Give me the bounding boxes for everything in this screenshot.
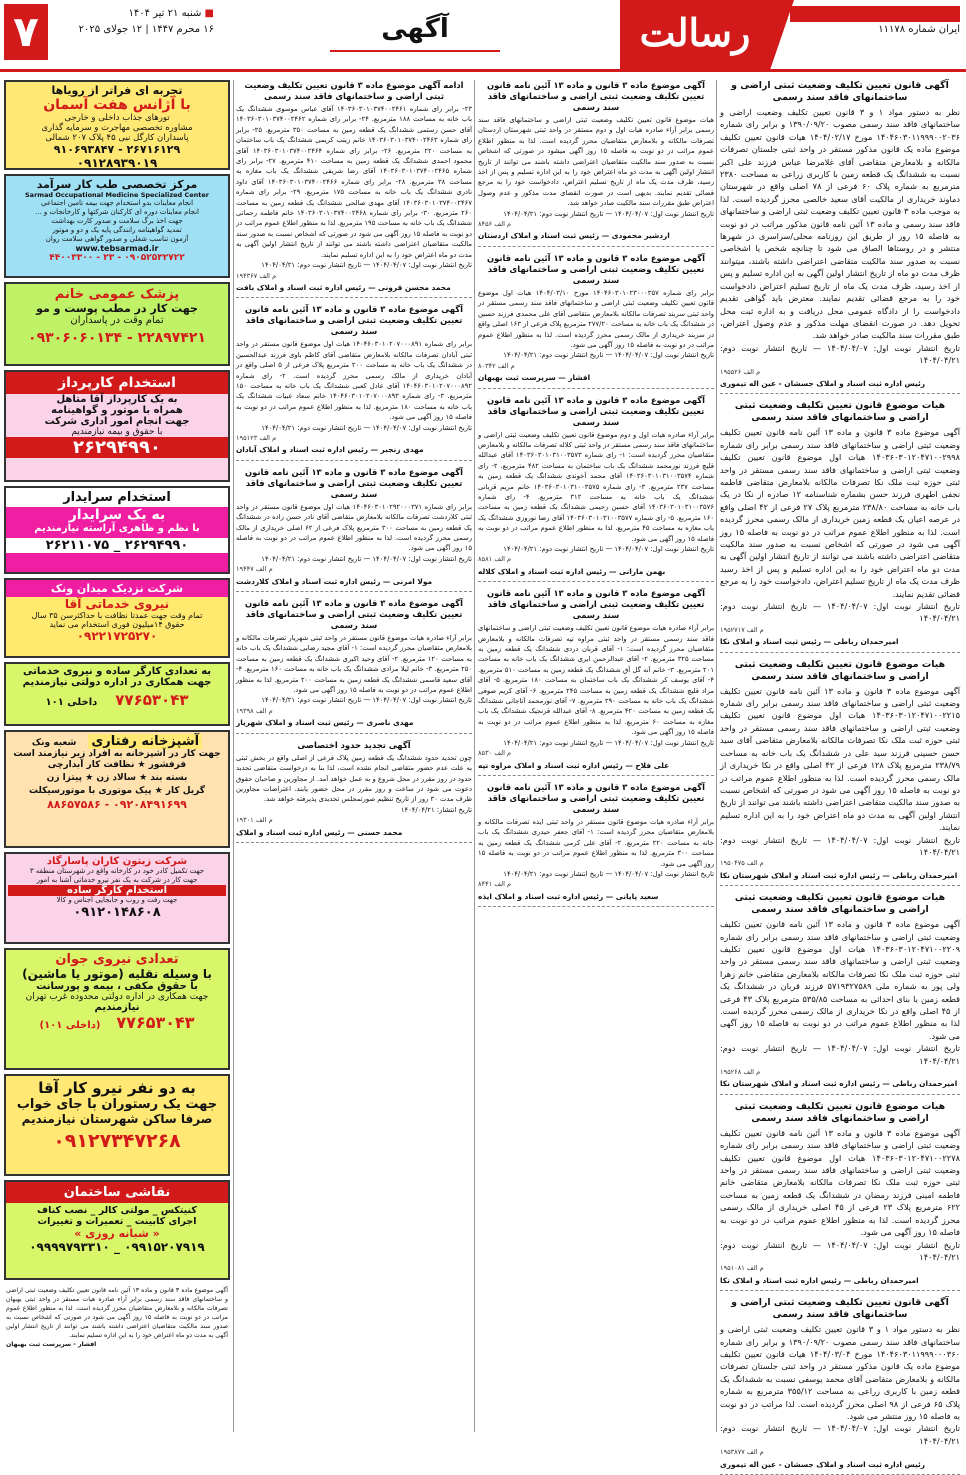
ad-text: حقوق ۱۴میلیون فوری استخدام می نماید [49,620,185,629]
notice-signature: رئیس اداره ثبت اسناد و املاک جسشان - عین اله تیموری [720,378,926,388]
ad-text: با وسیله نقلیه (موتور یا ماشین) [22,967,212,981]
ad-kitchen-head [8,734,226,749]
notice-ref: م الف ۱۹۵۰۴۷۵ [720,859,764,868]
notice-signature: امیرحمدان رباطی — رئیس اداره ثبت اسناد و املاک نکا [720,1275,919,1285]
notice-body: برابر آراء صادره هیات موضوع قانون تعیین تکلیف وضعیت ثبتی اراضی و ساختمانهای فاقد سند رسمی مستقر در واحد ثبتی مراوه تپه تصرفات مالکانه و بلامعارض متقاضیان محرز گردیده است: ۱- آقای قربان دردی ششدانگ یک قطعه زمین به مساحت ۳۲۵ مترمربع. ۲- آقای عبدالرحمن ایری ششدانگ یک باب خانه به مساحت ۲۰۱ مترمربع. ۳- خانم آنه گل آق ششدانگ یک قطعه زمین به مساحت ۵۱۰ مترمربع. ۴- آقای یوسف کر ششدانگ یک باب ساختمان به مساحت ۱۸۰ مترمربع. ۵- آقای مراد قلیچ ششدانگ یک قطعه زمین به مساحت ۲۴۵ مترمربع. ۶- آقای کریم صوفی ششدانگ یک باب خانه به مساحت ۲۹۰ مترمربع. ۷- آقای نورمحمد آتاجانی ششدانگ یک قطعه زمین به مساحت ۴۲۰ مترمربع. ۸- آقای عبدالله قرنجیک ششدانگ یک باب مغازه به مساحت ۶۰ مترمربع. لذا به منظور اطلاع عموم مراتب در دو نوبت به فاصله ۱۵ روز آگهی می شود. [478,624,715,737]
ad-headline: شرکت نزدیک میدان ونک [6,580,228,597]
ad-headline: شرکت زیتون کاران پاسارگاد [46,856,188,867]
notice-ref: م الف ۱۹۵۱۰۸۱ [720,1264,764,1273]
issue-meta [790,6,960,38]
issue-dates [54,6,214,38]
ad-subheading: استخدام کارگر ساده [8,885,226,896]
notice-body: برابر رای شماره ۱۴۰۴۶۰۳۰۱۰۲۰۷۰۰۰۸۹۱ هیات اول موضوع قانون مستقر در واحد ثبتی آبادان تصرفات مالکانه بلامعارض متقاضی آقای کاظم باوی فرزند عبدالحسین در ششدانگ یک باب خانه به مساحت ۲۰۰ مترمربع پلاک فرعی از ۵ اصلی واقع در آبادان خریداری از مالک رسمی محرز گردیده است. ۲- رای شماره ۱۴۰۴۶۰۳۰۱۰۲۰۷۰۰۰۸۹۲ آقای عادل کعبی ششدانگ یک باب خانه به مساحت ۱۵۰ مترمربع. ۳- رای شماره ۱۴۰۴۶۰۳۰۱۰۲۰۷۰۰۰۸۹۳ خانم سعاد عبیات ششدانگ یک باب خانه به مساحت ۱۸۰ مترمربع. لذا به منظور اطلاع عموم مراتب در دو نوبت به فاصله ۱۵ روز آگهی می شود. [236,340,472,422]
legal-notice [720,659,960,887]
ad-text: با حقوق و بیمه نیازمندیم [71,427,163,437]
ad-phone: ۰۹۱۲۸۹۳۹۰۱۹ [76,156,158,170]
ad-text: مشاوره تخصصی مهاجرت و سرمایه گذاری [41,123,193,133]
ad-government-workers [4,662,230,726]
notice-signature: امیرحمدان رباطی — رئیس اداره ثبت اسناد و املاک شهرستان نکا [720,1079,958,1089]
notice-title: هیات موضوع قانون تعیین تکلیف وضعیت ثبتی اراضی و ساختمانهای فاقد سند رسمی [734,400,946,424]
notice-body: هیات موضوع قانون تعیین تکلیف وضعیت ثبتی اراضی و ساختمانهای فاقد سند رسمی برابر آراء صادره هیات اول و دوم مستقر در واحد ثبتی شهرستان اردستان تصرفات مالکانه و بلامعارض متقاضیان محرز گردیده است. لذا به منظور اطلاع عموم مراتب در دو نوبت به فاصله ۱۵ روز آگهی میشود در صورتی که اشخاص نسبت به صدور سند مالکیت متقاضیان اعتراضی داشته باشند می توانند از تاریخ انتشار اولین آگهی به مدت دو ماه اعتراض خود را به این اداره تسلیم و پس از اخذ رسید، ظرف مدت یک ماه از تاریخ تسلیم اعتراض، دادخواست خود را به مرجع قضائی تقدیم نمایند. بدیهی است در صورت انقضای مدت مذکور و عدم وصول اعتراض طبق مقررات سند مالکیت صادر خواهد شد. [478,116,714,208]
ad-headline: استخدام سرایدار [6,488,228,507]
notice-dates: تاریخ انتشار نوبت اول: ۱۴۰۴/۰۴/۰۷ — تاریخ انتشار نوبت دوم: ۱۴۰۴/۰۴/۲۱ [720,1239,960,1262]
ad-text: کنیتکس _ مولتی کالر _ نصب کناف [37,1205,197,1216]
bottom-notice-body: آگهی موضوع ماده ۳ قانون و ماده ۱۳ آئین نامه قانون تعیین تکلیف وضعیت ثبتی اراضی و ساختمانهای فاقد سند رسمی برابر آراء صادره هیات مستقر در واحد ثبتی بهبهان تصرفات مالکانه و بلامعارض متقاضیان محرز گردیده است. لذا به منظور اطلاع عموم مراتب در دو نوبت به فاصله ۱۵ روز آگهی می شود در صورتی که اشخاص نسبت به صدور سند مالکیت متقاضیان اعتراضی داشته باشند می توانند از تاریخ انتشار اولین آگهی به مدت دو ماه اعتراض خود را به این اداره تسلیم نمایند. [6,1287,228,1339]
ad-text: به یک کارپرداز آقا متاهل [56,394,178,405]
legal-notice [720,400,960,652]
date-shamsi: ■ شنبه ۲۱ تیر ۱۴۰۴ [128,8,214,19]
ad-text: با نظم و ظاهری آراسته نیازمندیم [34,523,200,534]
ad-phone: ۰۹۲۲۱۷۲۵۲۷۰ [76,629,158,643]
notice-title: آگهی موضوع ماده ۳ قانون و ماده ۱۳ آئین نامه قانون تعیین تکلیف وضعیت ثبتی اراضی و ساختمانهای فاقد سند رسمی [486,252,705,285]
meta-line-1: روزنامه سال چهلم [790,6,960,22]
notice-ref: م الف ۸۵۳۰ [478,749,512,758]
legal-notice [720,80,960,394]
job-item: نظافت کار آبدارچی [47,760,135,770]
notice-signature: رئیس اداره ثبت اسناد و املاک جسشان - عین اله تیموری [720,1459,926,1469]
notice-body: برابر رای شماره ۱۴۰۴۶۰۳۰۱۰۲۹۲۰۰۰۳۷۱ هیات اول موضوع قانون مستقر در واحد ثبتی کلاردشت تصرفات مالکانه بلامعارض متقاضی آقای نادر حسن زاده در ششدانگ یک قطعه زمین به مساحت ۳۰۰ مترمربع پلاک فرعی از ۶۲ اصلی خریداری از مالک رسمی محرز گردیده است. لذا به منظور اطلاع عموم مراتب در دو نوبت به فاصله ۱۵ روز آگهی می شود. [236,502,472,553]
notice-dates: تاریخ انتشار نوبت اول: ۱۴۰۴/۰۴/۰۷ — تاریخ انتشار نوبت دوم: ۱۴۰۴/۰۴/۲۱ [503,869,714,878]
notice-title: آگهی موضوع ماده ۳ قانون و ماده ۱۳ آئین نامه قانون تعیین تکلیف وضعیت ثبتی اراضی و ساختمانهای فاقد سند رسمی [244,466,463,499]
notice-signature: افشار — سرپرست ثبت بهبهان [478,373,591,383]
meta-line-2: ایران شماره ۱۱۱۷۸ [878,24,960,35]
notice-ref: م الف ۱۹۴۳۶۷ [236,271,277,280]
notice-title: آگهی قانون تعیین تکلیف وضعیت ثبتی اراضی و ساختمانهای فاقد سند رسمی [731,80,949,103]
notice-body: آگهی موضوع ماده ۳ قانون و ماده ۱۳ آئین نامه قانون تعیین تکلیف وضعیت ثبتی اراضی و ساختمانهای فاقد سند رسمی برابر رای شماره ۱۴۰۳۶۰۳۰۱۲۰۴۷۱۰۰۲۲۱۵ هیات اول موضوع قانون تعیین تکلیف وضعیت ثبتی اراضی و ساختمانهای فاقد سند رسمی مستقر در واحد ثبتی حوزه ثبت ملک نکا تصرفات مالکانه بلامعارض متقاضی آقای سید حسن حسینی فرزند سید علی در ششدانگ یک باب خانه به مساحت ۲۳۸/۷۹ مترمربع پلاک ۱۲۸ فرعی از ۴۲ اصلی واقع در نکا خریداری از مالک رسمی محرز گردیده است. لذا به منظور اطلاع عموم مراتب در دو نوبت به فاصله ۱۵ روز آگهی می شود در صورتی که اشخاص نسبت به صدور سند مالکیت متقاضی اعتراضی داشته باشند می توانند از تاریخ انتشار اولین آگهی به مدت دو ماه اعتراض خود را به این اداره تسلیم نمایند. [720,685,961,833]
ad-phone: ۷۷۶۵۳۰۴۳ [116,1013,195,1032]
notice-body: برابر رای شماره ۱۴۰۴۶۰۳۰۱۰۲۳۰۰۰۳۵۷ مورخ ۱۴۰۴/۰۳/۱۰ هیات اول موضوع قانون تعیین تکلیف وضعیت ثبتی اراضی و ساختمانهای فاقد سند رسمی مستقر در واحد ثبتی سربند تصرفات مالکانه بلامعارض متقاضی آقای علی محمدی فرزند حسین در ششدانگ یک باب خانه به مساحت ۲۷۷/۲۰ مترمربع پلاک فرعی از ۱۶۳ اصلی واقع در سربند خریداری از مالک رسمی محرز گردیده است. لذا به منظور اطلاع عموم مراتب در دو نوبت به فاصله ۱۵ روز آگهی می شود. [478,288,714,349]
ad-headline: مرکز تخصصی طب کار سرآمد [36,178,198,191]
notice-ref: م الف ۱۹۵۳۸۷۷ [720,1448,764,1457]
legal-notice [236,467,472,592]
notice-dates: تاریخ انتشار: ۱۴۰۴/۰۴/۲۱ [400,805,472,814]
legal-notice [236,598,472,734]
notice-body: ۲۳- برابر رای شماره ۱۴۰۳۶۰۳۰۱۰۳۷۴۰۰۲۴۶۱ آقای عباس موسوی ششدانگ یک باب خانه به مساحت ۱۸۸ مترمربع. ۲۴- برابر رای شماره ۱۴۰۳۶۰۳۰۱۰۳۷۴۰۰۲۴۶۲ آقای حسن رستمی ششدانگ یک قطعه زمین به مساحت ۳۵۰ مترمربع. ۲۵- برابر رای شماره ۱۴۰۳۶۰۳۰۱۰۳۷۴۰۰۲۴۶۳ خانم زینب کریمی ششدانگ یک باب ساختمان به مساحت ۲۲۰ مترمربع. ۲۶- برابر رای شماره ۱۴۰۳۶۰۳۰۱۰۳۷۴۰۰۲۴۶۴ آقای محمود احمدی ششدانگ یک قطعه زمین به مساحت ۴۱۰ مترمربع. ۲۷- برابر رای شماره ۱۴۰۳۶۰۳۰۱۰۳۷۴۰۰۲۴۶۵ آقای رضا شریفی ششدانگ یک باب مغازه به مساحت ۳۸ مترمربع. ۲۸- برابر رای شماره ۱۴۰۳۶۰۳۰۱۰۳۷۴۰۰۲۴۶۶ آقای داود نادری ششدانگ یک باب خانه به مساحت ۱۷۵ مترمربع. ۲۹- برابر رای شماره ۱۴۰۳۶۰۳۰۱۰۳۷۴۰۰۲۴۶۷ آقای مهدی صالحی ششدانگ یک قطعه زمین به مساحت ۲۶۰ مترمربع. ۳۰- برابر رای شماره ۱۴۰۳۶۰۳۰۱۰۳۷۴۰۰۲۴۶۸ خانم فاطمه رحمانی ششدانگ یک باب خانه به مساحت ۱۹۵ مترمربع. لذا به منظور اطلاع عموم مراتب در دو نوبت به فاصله ۱۵ روز آگهی می شود در صورتی که اشخاص نسبت به صدور سند مالکیت متقاضیان اعتراضی داشته باشند می توانند از تاریخ انتشار اولین آگهی به مدت دو ماه اعتراض خود را به این اداره تسلیم نمایند. [236,105,473,259]
job-item: پیتزا زن [46,773,83,783]
notice-dates: تاریخ انتشار نوبت اول: ۱۴۰۴/۰۴/۰۷ — تاریخ انتشار نوبت دوم: ۱۴۰۴/۰۴/۲۱ [720,834,960,857]
notice-dates: تاریخ انتشار نوبت اول: ۱۴۰۴/۰۴/۰۷ — تاریخ انتشار نوبت دوم: ۱۴۰۴/۰۴/۲۱ [261,423,472,432]
notice-signature: علی فلاح — رئیس اداره ثبت اسناد و املاک مراوه تپه [478,760,670,770]
notice-title: آگهی موضوع ماده ۳ قانون و ماده ۱۳ آئین نامه قانون تعیین تکلیف وضعیت ثبتی اراضی و ساختمانهای فاقد سند رسمی [244,598,463,631]
bottom-notice [4,1284,230,1351]
ad-text: آزمون تناسب شغلی و صدور گواهی سلامت روان [45,235,189,243]
page-number: ۷ [4,4,48,60]
ad-phone: ۰۹۰۵۲۵۳۲۷۲۲ - ۲۳ - ۴۴۰۰۳۳۰۰ [49,253,185,263]
ad-occupational-medicine [4,174,230,278]
ad-text: جهت رفت و روب و جابجایی اجناس و کالا [56,896,178,904]
notice-title: آگهی موضوع ماده ۳ قانون و ماده ۱۳ آئین نامه قانون تعیین تکلیف وضعیت ثبتی اراضی و ساختمانهای فاقد سند رسمی [486,588,705,621]
legal-notice [478,395,714,583]
notice-ref: م الف ۸۰۳۴۲ [478,361,515,370]
notice-signature: مهدی ناصری — رئیس ثبت اسناد و املاک شهریار [236,718,414,728]
notice-ref: م الف ۱۹۵۱۲۳ [236,433,277,442]
column-rule [233,80,234,1432]
ad-text: جهت کار در شرکت به یک نفر نیرو خدماتی آشنا به امور [36,876,198,884]
ad-text: تورهای جذاب داخلی و خارجی [64,113,170,123]
ad-text: انجام معاینات بدو استخدام جهت بیمه تامین اجتماعی [40,199,194,207]
ad-text: تمدید گواهینامه رانندگی پایه یک و دو و موتور [52,226,182,234]
notice-dates: تاریخ انتشار نوبت اول: ۱۴۰۴/۰۴/۰۷ — تاریخ انتشار نوبت دوم: ۱۴۰۴/۰۴/۲۱ [503,545,714,553]
ad-headline: استخدام کارپرداز [6,372,228,394]
ad-phone: ۰۹۱۲۷۳۴۷۲۶۸ [53,1130,181,1152]
notice-title: آگهی تجدید حدود اختصاصی [297,739,411,750]
ad-phone: ۷۷۶۵۳۰۴۳ [115,691,189,709]
job-item: گریل کار [165,786,205,796]
job-item: بسته بند [150,773,188,783]
ad-building-painting [4,1180,230,1280]
notice-ref: م الف ۱۹۴۴۷ [236,565,273,574]
ad-zeytoon-company [4,852,230,944]
legal-notice [720,892,960,1095]
notice-signature: بهمن مارانی — رئیس اداره ثبت اسناد و املاک کلاله [478,566,666,576]
ad-branch: شعبه ونک [31,738,77,748]
ad-text: جهت اخذ برگ سلامت و صدور کارت بهداشت [51,217,183,225]
legal-notice [720,1297,960,1475]
ad-job-list: فرفشور ★ نظافت کار آبدارچی بسته بند ★ سالاد زن ★ پیتزا زن گریل کار ★ پیک موتوری با موتورسیکلت [28,760,205,796]
notice-body: نظر به دستور مواد ۱ و ۳ قانون تعیین تکلیف وضعیت ثبتی اراضی و ساختمانهای فاقد سند رسمی مصوب ۱۳۹۰/۰۹/۲۰ و برابر رای شماره ۱۴۰۴۶۰۳۰۱۱۹۹۹۰۰۰۳۶۰ مورخ ۱۴۰۴/۰۳/۰۴ هیات قانون تعیین تکلیف موضوع ماده یک قانون مذکور مستقر در واحد ثبتی جلستان تصرفات مالکانه و بلامعارض متقاضی آقای محمد یوسفی نسبت به ششدانگ یک قطعه زمین با کاربری زراعی به مساحت ۳۵۵/۱۲ مترمربع به شماره پلاک ۶۵ فرعی از ۹۸ اصلی محرز گردیده است. لذا مراتب در دو نوبت به فاصله ۱۵ روز منتشر می شود. [720,1324,960,1421]
ad-extension: (داخلی ۱۰۱) [39,1020,101,1031]
notice-title: آگهی موضوع ماده ۳ قانون و ماده ۱۳ آئین نامه قانون تعیین تکلیف وضعیت ثبتی اراضی و ساختمانهای فاقد سند رسمی [486,80,705,112]
legal-notice [478,80,714,247]
notice-dates: تاریخ انتشار نوبت اول: ۱۴۰۴/۰۴/۰۷ — تاریخ انتشار نوبت دوم: ۱۴۰۴/۰۴/۲۱ [503,738,714,747]
ad-text: جهت کار در مطب پوست و مو [36,302,198,315]
ad-contact [8,691,226,709]
ad-text: با حقوق مکفی ، بیمه و پورسانت [36,981,198,992]
ad-headline: آشپزخانه رفتاری [88,734,202,749]
notice-body: آگهی موضوع ماده ۳ قانون و ماده ۱۳ آئین نامه قانون تعیین تکلیف وضعیت ثبتی اراضی و ساختمانهای فاقد سند رسمی برابر رای شماره ۱۴۰۳۶۰۳۰۱۲۰۴۷۱۰۰۲۲۷۸ هیات اول موضوع قانون تعیین تکلیف وضعیت ثبتی اراضی و ساختمانهای فاقد سند رسمی مستقر در واحد ثبتی حوزه ثبت ملک نکا تصرفات مالکانه بلامعارض متقاضی خانم فاطمه امینی فرزند رمضان در ششدانگ یک قطعه زمین به مساحت ۶۲۲ مترمربع پلاک ۲۳ فرعی از ۴۵ اصلی خریداری از مالک رسمی محرز گردیده است. لذا به منظور اطلاع عموم مراتب در دو نوبت به فاصله ۱۵ روز آگهی می شود. [720,1127,961,1238]
notice-body: برابر آراء صادره هیات موضوع قانون مستقر در واحد ثبتی ایذه تصرفات مالکانه و بلامعارض متقاضیان محرز گردیده است: ۱- آقای جعفر حیدری ششدانگ یک باب خانه به مساحت ۲۲۰ مترمربع. ۲- آقای علی کرمی ششدانگ یک قطعه زمین به مساحت ۳۰۰ مترمربع. لذا به منظور اطلاع عموم مراتب در دو نوبت به فاصله ۱۵ روز آگهی می شود. [478,817,715,868]
newspaper-logo: رسالت [620,0,770,70]
section-title: آگهی [330,8,500,52]
notice-ref: م الف ۱۹۵۲۶۸ [720,1068,761,1077]
ad-caretaker [4,486,230,574]
bottom-notice-sign: افشار - سرپرست ثبت بهبهان [6,1341,97,1348]
notice-ref: م الف ۱۹۵۲۷۱۷ [720,625,764,634]
notice-ref: م الف ۱۹۵۵۲۶ [720,367,761,376]
ad-text: جهت تکمیل کادر خود در کارخانه واقع در شهرستان منطقه ۳ [29,867,205,875]
ad-text: همراه با موتور و گواهینامه [51,405,183,416]
ad-text: نیروی خدماتی آقا [64,597,170,611]
column-rule [474,80,475,1432]
ad-phone: ۰۹۱۲۰۱۴۸۶۰۸ [73,905,161,920]
notice-dates: تاریخ انتشار نوبت اول: ۱۴۰۴/۰۴/۰۷ — تاریخ انتشار نوبت دوم: ۱۴۰۴/۰۴/۲۱ [503,209,714,218]
ad-headline: نقاشی ساختمان [6,1182,228,1203]
notice-dates: تاریخ انتشار نوبت اول: ۱۴۰۴/۰۴/۰۷ — تاریخ انتشار نوبت دوم: ۱۴۰۴/۰۴/۲۱ [720,601,960,624]
ad-text: جهت انجام امور اداری شرکت [44,416,190,427]
notice-body: آگهی موضوع ماده ۳ قانون و ماده ۱۳ آئین نامه قانون تعیین تکلیف وضعیت ثبتی اراضی و ساختمانهای فاقد سند رسمی برابر رای شماره ۱۴۰۳۶۰۳۰۱۲۰۴۷۱۰۰۲۹۹۸ هیات اول موضوع قانون تعیین تکلیف وضعیت ثبتی اراضی و ساختمانهای فاقد سند رسمی مستقر در واحد ثبتی حوزه ثبت ملک نکا تصرفات مالکانه بلامعارض متقاضی فاطمه نجفی اطهری فرزند حسن بشماره شناسنامه ۱۲ صادره از نکا در یک باب خانه به مساحت ۲۳۸/۸۰ مترمربع پلاک ۲۷ فرعی از ۴۲ اصلی واقع در عرصه اعیان یک قطعه زمین خریداری از مالک رسمی محرز گردیده است. لذا به منظور اطلاع عموم مراتب در دو نوبت به فاصله ۱۵ روز آگهی می شود در صورتی که اشخاص نسبت به صدور سند مالکیت متقاضی اعتراضی داشته باشند می توانند از تاریخ انتشار اولین آگهی به مدت دو ماه اعتراض خود را به این اداره تسلیم و پس از اخذ رسید ظرف مدت یک ماه از تاریخ تسلیم اعتراض، دادخواست خود را به مرجع قضائی تقدیم نمایند. [720,427,960,599]
ad-general-physician [4,282,230,366]
ad-text: تمام وقت جهت عمدتا نظافت با حداکثرسن ۳۵ سال [31,611,203,620]
ad-phone: ۰۹۲۰۸۴۹۱۶۹۹ - ۸۸۶۵۷۵۸۶ [47,798,187,811]
legal-notice [236,740,472,843]
ad-text: صرفا ساکن شهرستان نیازمندیم [21,1112,213,1126]
job-item: پیک موتوری با موتورسیکلت [28,786,152,796]
notice-signature: محمد حسنی — رئیس اداره ثبت اسناد و املاک [236,827,403,837]
ad-text: جهت همکاری در اداره دولتی نیازمندیم [22,677,212,688]
ad-phone: ۰۹۹۱۵۲۰۷۹۱۹ _ ۰۹۹۹۹۷۹۳۳۱۰ [29,1240,205,1254]
notice-title: آگهی موضوع ماده ۳ قانون و ماده ۱۳ آئین نامه قانون تعیین تکلیف وضعیت ثبتی اراضی و ساختمانهای فاقد سند رسمی [486,394,705,427]
ad-contact [8,1013,226,1032]
ad-headline: به دو نفر نیرو کار آقا [38,1079,196,1097]
ad-address: پاسداران کارگل نبی ۴۵ پلاک ۲۰۷ شمالی [45,133,189,143]
notice-dates: تاریخ انتشار نوبت اول: ۱۴۰۴/۰۴/۰۷ — تاریخ انتشار نوبت دوم: ۱۴۰۴/۰۴/۲۱ [720,1043,960,1066]
ad-extension: داخلی ۱۰۱ [45,697,98,708]
notice-signature: سعید پایانی — رئیس اداره ثبت اسناد و املاک ایذه [478,891,659,901]
notice-dates: تاریخ انتشار نوبت اول: ۱۴۰۴/۰۴/۰۷ — تاریخ انتشار نوبت دوم: ۱۴۰۴/۰۴/۲۱ [261,261,472,270]
legal-notice [236,304,472,460]
notice-title: آگهی موضوع ماده ۳ قانون و ماده ۱۳ آئین نامه قانون تعیین تکلیف وضعیت ثبتی اراضی و ساختمانهای فاقد سند رسمی [486,781,705,814]
ad-vanak-company [4,578,230,658]
ad-text: جهت یک رستوران با جای خواب [16,1097,218,1112]
ad-text: انجام معاینات دوره ای کارکنان شرکتها و کارخانجات و ... [35,208,199,216]
notice-title: هیات موضوع قانون تعیین تکلیف وضعیت ثبتی اراضی و ساختمانهای فاقد سند رسمی [734,892,946,916]
newspaper-header [0,0,966,72]
notice-signature: اردشیر محمودی — رئیس ثبت اسناد و املاک اردستان [478,231,670,241]
ad-travel-agency [4,80,230,170]
notice-dates: تاریخ انتشار نوبت اول: ۱۴۰۴/۰۴/۰۷ — تاریخ انتشار نوبت دوم: ۱۴۰۴/۰۴/۲۱ [720,1423,960,1446]
job-item: فرفشور [148,760,187,770]
notice-body: نظر به دستور مواد ۱ و ۳ قانون تعیین تکلیف وضعیت اراضی و ساختمانهای فاقد سند رسمی مصوب ۱۳۹۰/۰۹/۲۰ و برابر رای شماره ۱۴۰۴۶۰۳۰۱۱۹۹۹۰۰۲۰۳۶ مورخ ۱۴۰۴/۰۲/۱۷ هیات قانون تعیین تکلیف موضوع ماده یک قانون مذکور مستقر در واحد ثبتی جلستان تصرفات مالکانه و بلامعارض متقاضی آقای غلامرضا عباس فرزند علی اکبر نسبت به ششدانگ یک قطعه زمین با کاربری زراعی به مساحت ۲۳۸۰ مترمربع به شماره پلاک ۶۰ فرعی از ۷۸ اصلی واقع در شهرستان دماوند خریداری از مالکیت آقای سعید خالصی محرز گردیده است. لذا به موجب ماده ۳ قانون تعیین تکلیف وضعیت ثبتی اراضی و ساختمانهای فاقد سند رسمی و ماده ۱۳ آئین نامه قانون مذکور مراتب در دو نوبت به فاصله ۱۵ روز از طریق این روزنامه محلی/سراسری در شهرها منتشر و در روستاها الصاق می شود تا چنانچه شخص یا اشخاصی نسبت به صدور سند مالکیت متقاضی اعتراضی داشته باشند، میتوانند ظرف مدت دو ماه از تاریخ انتشار اولین آگهی به این اداره تسلیم و پس از اخذ رسید، ظرف مدت یک ماه از تاریخ تسلیم اعتراض دادخواست خود را به مرجع قضائی تقدیم نمایند. معترض باید گواهی تقدیم دادخواست را از دادگاه عمومی محل دریافت و به اداره ثبت محل تحویل دهد. در صورت انقضای مهلت مذکور و عدم وصول اعتراض، طبق مقررات سند مالکیت صادر خواهد شد. [720,107,961,341]
notice-dates: تاریخ انتشار نوبت اول: ۱۴۰۴/۰۴/۰۷ — تاریخ انتشار نوبت دوم: ۱۴۰۴/۰۴/۲۱ [503,351,714,360]
notice-body: آگهی موضوع ماده ۳ قانون و ماده ۱۳ آئین نامه قانون تعیین تکلیف وضعیت ثبتی اراضی و ساختمانهای فاقد سند رسمی برابر رای شماره ۱۴۰۳۶۰۳۰۱۲۰۴۷۱۰۰۲۲۰۹ هیات اول موضوع قانون تعیین تکلیف وضعیت ثبتی اراضی و ساختمانهای فاقد سند رسمی مستقر در واحد ثبتی حوزه ثبت ملک نکا تصرفات مالکانه بلامعارض متقاضی خانم زهرا ولی پور به شماره ملی ۵۷۱۹۳۲۷۵۸۹ فرزند قربان در ششدانگ یک قطعه زمین با بنای احداثی به مساحت ۵۳۵/۸۵ مترمربع پلاک ۴۳ فرعی از ۴۵ اصلی واقع در نکا خریداری از مالک رسمی محرز گردیده است. لذا به منظور اطلاع عموم مراتب در دو نوبت به فاصله ۱۵ روز آگهی می شود. [720,919,960,1041]
ad-website[interactable]: www.tebsarmad.ir [75,244,159,253]
notice-ref: م الف ۸۴۵۶ [478,220,512,229]
notice-title: هیات موضوع قانون تعیین تکلیف وضعیت ثبتی اراضی و ساختمانهای فاقد سند رسمی [734,1100,946,1124]
ad-text: تمام وقت در پاسداران [70,315,164,326]
notice-ref: م الف ۸۴۴۱ [478,880,512,889]
notices-column-1 [720,80,961,1469]
notice-ref: م الف ۸۵۸۱ [478,555,512,564]
column-rule [716,80,717,1432]
legal-notice [720,1101,960,1291]
ad-text: « شبانه روزی » [74,1227,160,1240]
ad-phone: ۲۶۷۱۶۱۲۹ - ۹۱۰۶۹۳۸۴۷ [53,143,181,156]
ad-purchasing-agent [4,370,230,482]
ad-agency-name: با آژانس هفت آسمان [43,97,191,113]
notice-body: چون تحدید حدود ششدانگ یک قطعه زمین پلاک فرعی از اصلی واقع در بخش ثبتی به علت عدم حضور متقاضی انجام نشده است، لذا بنا به درخواست متقاضی تحدید حدود در روز مقرر در محل شروع و به عمل خواهد آمد. از مجاورین و صاحبان حقوق دعوت می شود در ساعت و روز مقرر در محل حضور یابند. اعتراضات مجاورین ظرف مدت ۳۰ روز از تاریخ تنظیم صورتمجلس تحدیدی پذیرفته خواهد شد. [236,753,472,804]
ad-text: نیازمندیم [94,1002,140,1013]
ad-headline: تجربه ای فراتر از رویاها [51,84,183,97]
ad-headline: به تعدادی کارگر ساده و نیروی خدماتی [22,666,212,677]
notice-ref: م الف ۱۹۳۹۸ [236,706,273,715]
legal-notice [478,253,714,389]
notice-signature: مولا امرنی — رئیس اداره ثبت اسناد و املاک کلاردشت [236,576,433,586]
notices-column-2 [478,80,714,1432]
notice-signature: مهدی زنجبر — رئیس اداره ثبت اسناد و املاک آبادان [236,445,424,455]
notice-signature: محمد محسن قرونی — رئیس اداره ثبت اسناد و املاک بافت [236,282,451,292]
notice-signature: امیرحمدان رباطی — رئیس ثبت اسناد و املاک نکا [720,637,899,647]
notice-signature: امیرحمدان رباطی — رئیس اداره ثبت اسناد و املاک شهرستان نکا [720,870,958,880]
ad-phone: ۲۲۸۹۷۴۲۱ - ۰۹۳۰۶۰۶۰۱۳۴ [28,330,206,346]
notice-ref: م الف ۱۹۳۰۱ [236,816,273,825]
notice-dates: تاریخ انتشار نوبت اول: ۱۴۰۴/۰۴/۰۷ — تاریخ انتشار نوبت دوم: ۱۴۰۴/۰۴/۲۱ [261,554,472,563]
date-other: ۱۶ محرم ۱۴۴۷ | ۱۲ جولای ۲۰۲۵ [78,24,214,35]
notice-title: هیات موضوع قانون تعیین تکلیف وضعیت ثبتی اراضی و ساختمانهای فاقد سند رسمی [734,658,946,682]
ad-text: جهت کار در آشپزخانه به افراد زیر نیازمند است [13,749,221,759]
ad-restaurant-workers [4,1074,230,1176]
ad-young-workers [4,948,230,1070]
legal-notice [478,782,714,907]
notice-title: آگهی قانون تعیین تکلیف وضعیت ثبتی اراضی و ساختمانهای فاقد سند رسمی [731,1297,949,1321]
notice-body: برابر آراء صادره هیات موضوع قانون مستقر در واحد ثبتی شهریار تصرفات مالکانه و بلامعارض متقاضیان محرز گردیده است: ۱- آقای مجید رضایی ششدانگ یک باب خانه به مساحت ۱۲۰ مترمربع. ۲- آقای وحید اکبری ششدانگ یک قطعه زمین به مساحت ۲۵۰ مترمربع. ۳- خانم لیلا مرادی ششدانگ یک باب خانه به مساحت ۱۶۰ مترمربع. ۴- آقای سعید قاسمی ششدانگ یک قطعه زمین به مساحت ۲۰۰ مترمربع. لذا به منظور اطلاع عموم مراتب در دو نوبت به فاصله ۱۵ روز آگهی می شود. [236,634,473,695]
legal-notice [236,80,472,298]
classified-ads-column [4,80,230,1432]
notice-dates: تاریخ انتشار نوبت اول: ۱۴۰۴/۰۴/۰۷ — تاریخ انتشار نوبت دوم: ۱۴۰۴/۰۴/۲۱ [261,696,472,705]
legal-notice [478,588,714,776]
ad-subtitle: Sarmad Occupational Medicine Specialized Center [25,191,209,199]
notice-body: برابر آراء صادره هیات اول و دوم موضوع قانون تعیین تکلیف وضعیت ثبتی اراضی و ساختمانهای فاقد سند رسمی مستقر در واحد ثبتی کلاله تصرفات مالکانه و بلامعارض متقاضیان محرز گردیده است: ۱- رای شماره ۱۴۰۳۶۰۳۰۱۰۳۱۰۰۳۵۷۳ آقای عبدالله قلیچ فرزند نورمحمد ششدانگ یک باب ساختمان به مساحت ۴۸۲ مترمربع. ۲- رای شماره ۱۴۰۳۶۰۳۰۱۰۳۱۰۰۳۵۷۴ آقای محمد آخوندی ششدانگ یک قطعه زمین به مساحت ۲۳۷ مترمربع. ۳- رای شماره ۱۴۰۳۶۰۳۰۱۰۳۱۰۰۳۵۷۵ خانم مریم قربانی ششدانگ یک باب خانه به مساحت ۳۱۲ مترمربع. ۴- رای شماره ۱۴۰۳۶۰۳۰۱۰۳۱۰۰۳۵۷۶ آقای حسین رحیمی ششدانگ یک قطعه زمین به مساحت ۱۶۰ مترمربع. ۵- رای شماره ۱۴۰۳۶۰۳۰۱۰۳۱۰۰۳۵۷۷ آقای رضا نوروزی ششدانگ یک باب مغازه به مساحت ۴۵ مترمربع. لذا به منظور اطلاع عموم مراتب در دو نوبت به فاصله ۱۵ روز آگهی می شود. [478,430,715,543]
ad-text: به یک سرایدار [68,507,166,523]
notices-column-3 [236,80,472,1432]
ad-kitchen [4,730,230,848]
ad-text: جهت همکاری در اداره دولتی محدوده غرب تهران [25,992,209,1002]
notice-title: آگهی موضوع ماده ۳ قانون و ماده ۱۳ آئین نامه قانون تعیین تکلیف وضعیت ثبتی اراضی و ساختمانهای فاقد سند رسمی [244,304,463,337]
ad-headline: پزشک عمومی خانم [54,287,180,302]
ad-text: اجرای کابینت _ تعمیرات و تغییرات [37,1216,197,1227]
job-item: سالاد زن [96,773,136,783]
ad-phone: ۲۶۲۹۴۹۹۰ _ ۲۶۲۱۱۰۷۵ [6,538,228,553]
notice-title: ادامه آگهی موضوع ماده ۳ قانون تعیین تکلیف وضعیت ثبتی اراضی و ساختمانهای فاقد سند رسمی [244,80,464,101]
ad-headline: تعدادی نیروی جوان [55,952,179,967]
ad-phone: ۲۶۲۹۴۹۹۰ [6,437,228,458]
notice-dates: تاریخ انتشار نوبت اول: ۱۴۰۴/۰۴/۰۷ — تاریخ انتشار نوبت دوم: ۱۴۰۴/۰۴/۲۱ [720,342,960,366]
